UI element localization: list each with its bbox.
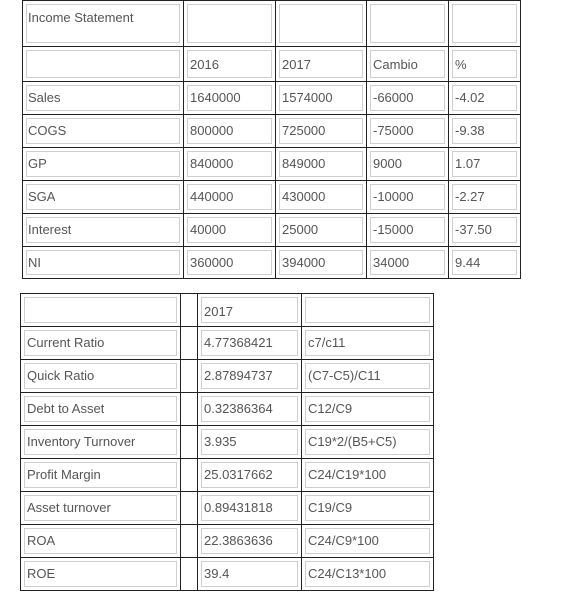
ratio-label[interactable]: Quick Ratio <box>27 368 95 383</box>
cell-border <box>452 4 517 43</box>
ratio-formula[interactable]: C12/C9 <box>308 401 353 416</box>
cell-y2016[interactable]: 840000 <box>190 156 234 171</box>
row-label[interactable]: COGS <box>28 123 67 138</box>
ratio-label[interactable]: Profit Margin <box>27 467 101 482</box>
cell-change[interactable]: -66000 <box>373 90 414 105</box>
cell-border <box>279 4 363 43</box>
grid-line-horizontal <box>20 392 434 393</box>
ratio-formula[interactable]: C24/C13*100 <box>308 566 387 581</box>
cell-change[interactable]: 9000 <box>373 156 402 171</box>
ratio-label[interactable]: Debt to Asset <box>27 401 105 416</box>
cell-y2016[interactable]: 440000 <box>190 189 234 204</box>
grid-line-horizontal <box>22 278 521 279</box>
ratio-label[interactable]: Asset turnover <box>27 500 111 515</box>
cell-y2016[interactable]: 800000 <box>190 123 234 138</box>
row-label[interactable]: Sales <box>28 90 61 105</box>
cell-y2016[interactable]: 1640000 <box>190 90 241 105</box>
ratio-label[interactable]: ROA <box>27 533 56 548</box>
cell-border <box>24 297 177 323</box>
ratios-header-year[interactable]: 2017 <box>204 304 233 319</box>
grid-line-horizontal <box>20 524 434 525</box>
cell-border <box>26 250 180 275</box>
cell-border <box>26 151 180 177</box>
cell-pct[interactable]: -4.02 <box>455 90 485 105</box>
cell-y2017[interactable]: 25000 <box>282 222 319 237</box>
ratio-formula[interactable]: C19/C9 <box>308 500 353 515</box>
ratio-value[interactable]: 2.87894737 <box>204 368 273 383</box>
cell-y2017[interactable]: 725000 <box>282 123 326 138</box>
ratio-value[interactable]: 4.77368421 <box>204 335 273 350</box>
row-label[interactable]: SGA <box>28 189 56 204</box>
grid-line-vertical <box>197 293 198 591</box>
ratio-value[interactable]: 3.935 <box>204 434 237 449</box>
header-2016[interactable]: 2016 <box>190 57 219 72</box>
cell-border <box>370 4 445 43</box>
grid-line-vertical <box>180 293 181 591</box>
header-percent[interactable]: % <box>455 57 467 72</box>
ratio-formula[interactable]: C24/C9*100 <box>308 533 379 548</box>
cell-change[interactable]: 34000 <box>373 255 410 270</box>
cell-pct[interactable]: 9.44 <box>455 255 481 270</box>
income-statement-title[interactable]: Income Statement <box>28 10 134 25</box>
cell-pct[interactable]: -9.38 <box>455 123 485 138</box>
grid-line-horizontal <box>22 0 521 1</box>
cell-y2017[interactable]: 849000 <box>282 156 326 171</box>
grid-line-horizontal <box>20 359 434 360</box>
ratio-value[interactable]: 0.89431818 <box>204 500 273 515</box>
ratio-label[interactable]: Inventory Turnover <box>27 434 136 449</box>
ratio-value[interactable]: 22.3863636 <box>204 533 273 548</box>
grid-line-vertical <box>520 0 521 279</box>
header-cambio[interactable]: Cambio <box>373 57 418 72</box>
cell-pct[interactable]: -2.27 <box>455 189 485 204</box>
cell-border <box>187 4 272 43</box>
cell-y2017[interactable]: 430000 <box>282 189 326 204</box>
ratio-label[interactable]: ROE <box>27 566 56 581</box>
row-label[interactable]: NI <box>28 255 41 270</box>
grid-line-vertical <box>183 0 184 279</box>
cell-pct[interactable]: 1.07 <box>455 156 481 171</box>
grid-line-horizontal <box>22 147 521 148</box>
ratio-formula[interactable]: c7/c11 <box>308 335 346 350</box>
ratio-value[interactable]: 25.0317662 <box>204 467 273 482</box>
grid-line-horizontal <box>20 491 434 492</box>
cell-y2016[interactable]: 40000 <box>190 222 227 237</box>
grid-line-horizontal <box>22 81 521 82</box>
ratio-value[interactable]: 0.32386364 <box>204 401 273 416</box>
ratio-formula[interactable]: C19*2/(B5+C5) <box>308 434 397 449</box>
ratio-label[interactable]: Current Ratio <box>27 335 105 350</box>
grid-line-horizontal <box>22 213 521 214</box>
grid-line-vertical <box>448 0 449 279</box>
cell-y2017[interactable]: 394000 <box>282 255 326 270</box>
grid-line-vertical <box>22 0 23 279</box>
cell-border <box>305 297 430 323</box>
grid-line-vertical <box>433 293 434 591</box>
row-label[interactable]: GP <box>28 156 47 171</box>
grid-line-vertical <box>275 0 276 279</box>
grid-line-horizontal <box>20 557 434 558</box>
cell-border <box>26 50 180 78</box>
row-label[interactable]: Interest <box>28 222 72 237</box>
cell-change[interactable]: -10000 <box>373 189 414 204</box>
cell-y2016[interactable]: 360000 <box>190 255 234 270</box>
grid-line-horizontal <box>22 246 521 247</box>
ratio-value[interactable]: 39.4 <box>204 566 230 581</box>
grid-line-horizontal <box>20 293 434 294</box>
grid-line-vertical <box>20 293 21 591</box>
header-2017[interactable]: 2017 <box>282 57 311 72</box>
grid-line-horizontal <box>20 590 434 591</box>
cell-pct[interactable]: -37.50 <box>455 222 492 237</box>
grid-line-horizontal <box>22 46 521 47</box>
ratio-formula[interactable]: C24/C19*100 <box>308 467 387 482</box>
grid-line-horizontal <box>22 180 521 181</box>
ratio-formula[interactable]: (C7-C5)/C11 <box>308 368 381 383</box>
grid-line-horizontal <box>20 425 434 426</box>
grid-line-horizontal <box>20 458 434 459</box>
grid-line-horizontal <box>20 326 434 327</box>
cell-change[interactable]: -15000 <box>373 222 414 237</box>
grid-line-vertical <box>366 0 367 279</box>
grid-line-horizontal <box>22 114 521 115</box>
cell-change[interactable]: -75000 <box>373 123 414 138</box>
grid-line-vertical <box>301 293 302 591</box>
cell-y2017[interactable]: 1574000 <box>282 90 333 105</box>
